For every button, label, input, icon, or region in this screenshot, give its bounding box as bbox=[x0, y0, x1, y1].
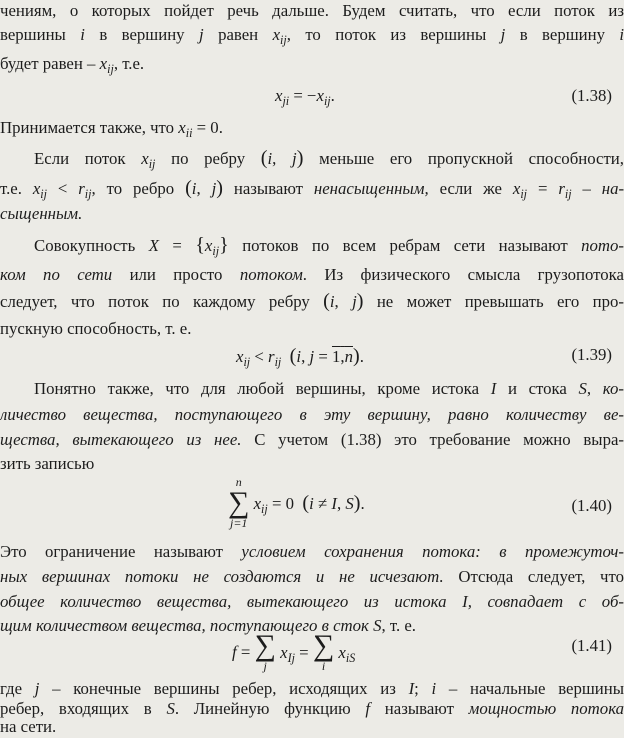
text-line: на сети. bbox=[0, 717, 57, 736]
text-line: щим количеством вещества, поступающего в сток S, т. е. bbox=[0, 616, 416, 635]
equation-1-40: n ∑ j=1 $x_{ij} = 0$ (i ≠ I, S). (1.40) bbox=[228, 475, 612, 530]
equation-number: (1.40) bbox=[571, 496, 612, 515]
text-line: ных вершинах потоки не создаются и не исчезают. Отсюда следует, что bbox=[0, 567, 624, 586]
text-line: где j – конечные вершины ребер, исходящих из I; i – начальные вершины bbox=[0, 679, 624, 698]
equation-number: (1.41) bbox=[571, 636, 612, 655]
text-line: Совокупность $X = \{x_{ij}\}$ потоков по всем ребрам сети называют пото- bbox=[34, 234, 624, 259]
paragraph-text: чениям, о которых пойдет речь дальше. Будем считать, что если поток из bbox=[0, 1, 624, 20]
text-line: сыщенным. bbox=[0, 204, 83, 223]
equation-number: (1.38) bbox=[571, 86, 612, 105]
equation-1-41: f = ∑ j $x_{Ij}$ = ∑ i $x_{iS}$ (1.41) bbox=[232, 629, 612, 673]
text-line: Если поток $x_{ij}$ по ребру (i, j) меньше его пропускной способности, bbox=[34, 147, 624, 172]
text-line: ком по сети или просто потоком. Из физического смысла грузопотока bbox=[0, 265, 624, 284]
text-line bbox=[0, 0, 624, 22]
text-line: общее количество вещества, вытекающего из истока I, совпадает с об- bbox=[0, 592, 624, 611]
text-line: личество вещества, поступающего в эту вершину, равно количеству ве- bbox=[0, 405, 624, 424]
text-line: Понятно также, что для любой вершины, кроме истока I и стока S, ко- bbox=[34, 379, 624, 398]
text-line: зить записью bbox=[0, 454, 95, 473]
text-line: Это ограничение называют условием сохранения потока: в промежуточ- bbox=[0, 542, 624, 561]
equation-number: (1.39) bbox=[571, 345, 612, 364]
text-line: щества, вытекающего из нее. С учетом (1.38) это требование можно выра- bbox=[0, 430, 624, 449]
text-line: вершины i в вершину j равен $x_{ij}$, то поток из вершины j в вершину i bbox=[0, 25, 624, 48]
text-line: пускную способность, т. е. bbox=[0, 319, 192, 338]
text-line: ребер, входящих в S. Линейную функцию f называют мощностью потока bbox=[0, 699, 624, 718]
text-line: т.е. $x_{ij} < r_{ij}$, то ребро (i, j) называют ненасыщенным, если же $x_{ij} = r_{ij} - на-$ bbox=[0, 177, 624, 202]
text-line: следует, что поток по каждому ребру (i, j) не может превышать его про- bbox=[0, 290, 624, 312]
equation-1-38: $x_{ji} = -x_{ij}$. (1.38) bbox=[275, 86, 612, 109]
text-line: Принимается также, что $x_{ii} = 0$. bbox=[0, 118, 223, 141]
text-line: будет равен – $x_{ij}$, т.е. bbox=[0, 54, 145, 77]
equation-1-39: $x_{ij} < r_{ij}$ (i, j = 1,n). (1.39) bbox=[236, 345, 612, 370]
